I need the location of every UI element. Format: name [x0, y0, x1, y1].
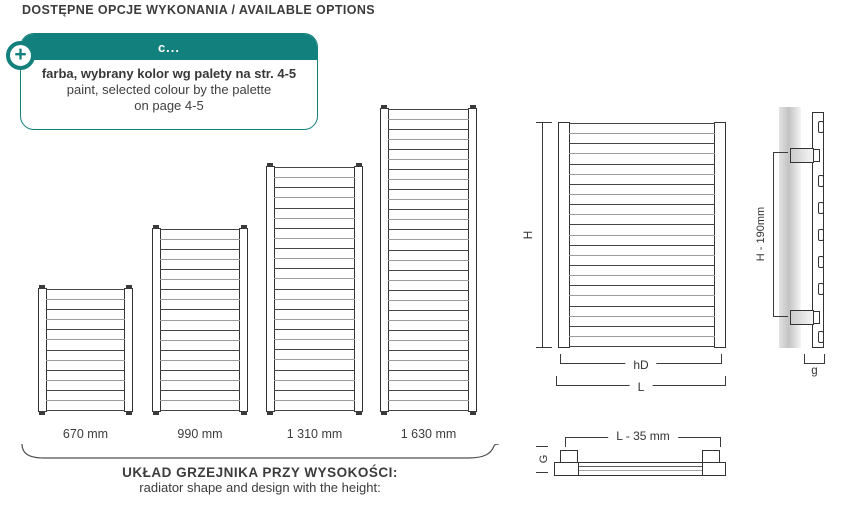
radiator-bar	[274, 309, 355, 310]
size-label-1310: 1 310 mm	[286, 427, 343, 441]
grouping-brace	[20, 444, 500, 464]
radiator-bar	[274, 248, 355, 249]
radiator-bar	[274, 218, 355, 219]
radiator-bar	[274, 400, 355, 401]
dim-L	[556, 376, 726, 394]
radiator-bar	[388, 179, 469, 180]
radiator-rail-cap	[153, 411, 159, 415]
radiator-bar	[46, 309, 125, 310]
radiator-bar	[388, 310, 469, 311]
radiator-bar	[160, 340, 240, 341]
radiator-bar	[388, 189, 469, 190]
radiator-bar	[569, 194, 715, 195]
option-code-header	[21, 34, 317, 60]
radiator-bar	[274, 177, 355, 178]
option-desc-en-line1: paint, selected colour by the palette	[66, 82, 272, 97]
radiator-bar	[160, 289, 240, 290]
size-label-990: 990 mm	[177, 427, 223, 441]
radiator-bar	[274, 289, 355, 290]
radiator-bar	[388, 219, 469, 220]
radiator-rail-cap	[356, 163, 362, 167]
dim-H190-bracket	[773, 152, 789, 317]
radiator-bar	[274, 299, 355, 300]
radiator-bar	[388, 119, 469, 120]
radiator-bar	[274, 278, 355, 279]
radiator-bar	[569, 265, 715, 266]
radiator-bar	[274, 258, 355, 259]
dim-g-label: g	[811, 365, 818, 377]
radiator-bar	[160, 400, 240, 401]
bar-end-nub	[818, 202, 824, 214]
radiator-bar	[569, 295, 715, 296]
radiator-bar	[388, 209, 469, 210]
radiator-bar	[274, 208, 355, 209]
wall-bracket-top	[790, 148, 814, 163]
radiator-bar	[274, 339, 355, 340]
radiator-bar	[388, 139, 469, 140]
radiator-bar	[388, 290, 469, 291]
radiator-rail-cap	[356, 411, 362, 415]
radiator-bar	[160, 269, 240, 270]
radiator-rail-cap	[470, 411, 476, 415]
radiator-rail-cap	[267, 163, 273, 167]
radiator-bar	[388, 260, 469, 261]
bar-end-nub	[818, 331, 824, 343]
plus-icon: +	[14, 43, 27, 66]
front-view-radiator	[558, 122, 726, 348]
radiator-bar	[46, 380, 125, 381]
radiator-rail-right	[468, 108, 477, 412]
dim-hD-label: hD	[625, 358, 656, 372]
page-title: DOSTĘPNE OPCJE WYKONANIA / AVAILABLE OPTIONS	[22, 3, 376, 17]
radiator-rail-cap	[470, 105, 476, 109]
size-label-1630: 1 630 mm	[400, 427, 457, 441]
radiator-rail-cap	[241, 225, 247, 229]
radiator-variant-1310	[266, 163, 363, 415]
radiator-rail-right	[714, 122, 726, 348]
option-card	[20, 33, 318, 130]
radiator-bar	[160, 259, 240, 260]
radiator-bar	[388, 280, 469, 281]
top-view-body	[554, 462, 726, 476]
radiator-rail-cap	[39, 285, 45, 289]
caption-pl: UKŁAD GRZEJNIKA PRZY WYSOKOŚCI:	[122, 465, 398, 480]
radiator-bar	[388, 270, 469, 271]
option-desc-pl: farba, wybrany kolor wg palety na str. 4-5	[41, 66, 297, 81]
dim-L35	[565, 429, 721, 447]
radiator-bar	[46, 339, 125, 340]
radiator-bar	[569, 316, 715, 317]
radiator-bar	[388, 129, 469, 130]
radiator-bar	[388, 239, 469, 240]
option-code-label: c...	[157, 39, 181, 55]
radiator-bar	[160, 330, 240, 331]
radiator-rail-right	[354, 166, 363, 412]
radiator-bar	[46, 350, 125, 351]
dim-L35-label: L - 35 mm	[608, 429, 678, 443]
radiator-bar	[388, 250, 469, 251]
radiator-bar	[274, 228, 355, 229]
radiator-bar	[569, 306, 715, 307]
radiator-variant-990	[152, 225, 248, 415]
radiator-bar	[388, 320, 469, 321]
radiator-bar	[569, 184, 715, 185]
radiator-bar	[46, 289, 125, 290]
top-view-tube-line	[579, 470, 702, 471]
radiator-bar	[388, 330, 469, 331]
radiator-bar	[274, 187, 355, 188]
radiator-bar	[160, 350, 240, 351]
radiator-rail-cap	[241, 411, 247, 415]
radiator-bar	[274, 319, 355, 320]
radiator-bar	[46, 360, 125, 361]
radiator-bar	[274, 329, 355, 330]
radiator-bar	[274, 197, 355, 198]
radiator-bar	[46, 329, 125, 330]
radiator-bar	[274, 410, 355, 411]
radiator-bar	[160, 390, 240, 391]
radiator-bar	[569, 255, 715, 256]
radiator-bar	[569, 224, 715, 225]
radiator-rail-cap	[381, 411, 387, 415]
radiator-bar	[274, 167, 355, 168]
option-desc-en-line2: on page 4-5	[134, 98, 204, 113]
radiator-rail-cap	[39, 411, 45, 415]
radiator-bar	[569, 275, 715, 276]
dim-hD	[560, 354, 722, 372]
caption-en: radiator shape and design with the height:	[139, 480, 381, 495]
radiator-bar	[569, 326, 715, 327]
dim-G-tick-top	[536, 446, 548, 447]
radiator-bar	[569, 336, 715, 337]
radiator-bar	[388, 370, 469, 371]
radiator-bar	[388, 400, 469, 401]
radiator-rail-cap	[126, 285, 132, 289]
radiator-bar	[160, 239, 240, 240]
radiator-bar	[274, 238, 355, 239]
size-label-670: 670 mm	[62, 427, 109, 441]
dim-g-bracket	[804, 354, 825, 364]
radiator-variant-1630	[380, 105, 477, 415]
radiator-bar	[569, 123, 715, 124]
radiator-bar	[569, 235, 715, 236]
dim-G-label: G	[538, 454, 550, 464]
radiator-bar	[160, 279, 240, 280]
radiator-bar	[274, 268, 355, 269]
radiator-bar	[569, 346, 715, 347]
radiator-bar	[569, 164, 715, 165]
radiator-bar	[160, 299, 240, 300]
radiator-bar	[160, 360, 240, 361]
radiator-rail-cap	[267, 411, 273, 415]
radiator-bar	[569, 143, 715, 144]
radiator-bar	[569, 174, 715, 175]
radiator-bar	[569, 133, 715, 134]
dim-H-bracket	[536, 122, 556, 348]
top-view-tube-line	[579, 466, 702, 467]
radiator-bar	[274, 390, 355, 391]
radiator-bar	[160, 249, 240, 250]
radiator-bar	[46, 299, 125, 300]
radiator-bar	[46, 319, 125, 320]
dim-G-tick-bottom	[536, 472, 548, 473]
wall-bracket-bottom	[790, 310, 814, 325]
radiator-rail-cap	[381, 105, 387, 109]
radiator-bar	[160, 370, 240, 371]
dim-H190-label: H - 190mm	[755, 206, 767, 262]
radiator-rail-cap	[126, 411, 132, 415]
radiator-bar	[388, 360, 469, 361]
radiator-bar	[388, 199, 469, 200]
radiator-bar	[388, 340, 469, 341]
radiator-bar	[274, 370, 355, 371]
radiator-bar	[569, 245, 715, 246]
radiator-variant-670	[38, 285, 133, 415]
bar-end-nub	[818, 283, 824, 295]
radiator-bar	[388, 300, 469, 301]
radiator-bar	[160, 380, 240, 381]
bar-end-nub	[818, 229, 824, 241]
wall-bracket-nub	[813, 311, 820, 324]
radiator-bar	[46, 370, 125, 371]
radiator-bar	[46, 400, 125, 401]
radiator-bar	[388, 350, 469, 351]
radiator-bar	[388, 169, 469, 170]
radiator-bar	[569, 214, 715, 215]
radiator-bar	[388, 109, 469, 110]
radiator-bar	[388, 390, 469, 391]
radiator-rail-cap	[153, 225, 159, 229]
bar-end-nub	[818, 175, 824, 187]
radiator-bar	[388, 410, 469, 411]
option-description	[21, 60, 317, 114]
radiator-bar	[388, 380, 469, 381]
radiator-bar	[274, 380, 355, 381]
radiator-bar	[569, 285, 715, 286]
radiator-bar	[274, 359, 355, 360]
radiator-rail-right	[124, 288, 133, 412]
radiator-bar	[160, 410, 240, 411]
dim-L-label: L	[630, 380, 653, 394]
radiator-bar	[160, 309, 240, 310]
radiator-bar	[46, 410, 125, 411]
radiator-bar	[274, 349, 355, 350]
bar-end-nub	[818, 256, 824, 268]
radiator-bar	[160, 229, 240, 230]
radiator-bar	[388, 149, 469, 150]
bar-end-nub	[818, 121, 824, 133]
top-view-divider	[702, 463, 703, 475]
radiator-bar	[388, 229, 469, 230]
radiator-bar	[160, 320, 240, 321]
plus-circle-icon	[6, 41, 35, 70]
radiator-bar	[46, 390, 125, 391]
radiator-rail-right	[239, 228, 248, 412]
radiator-bar	[569, 204, 715, 205]
dim-H-label: H	[521, 230, 535, 240]
top-view-divider	[578, 463, 579, 475]
radiator-bar	[388, 159, 469, 160]
wall-bracket-nub	[813, 149, 820, 162]
radiator-bar	[569, 153, 715, 154]
